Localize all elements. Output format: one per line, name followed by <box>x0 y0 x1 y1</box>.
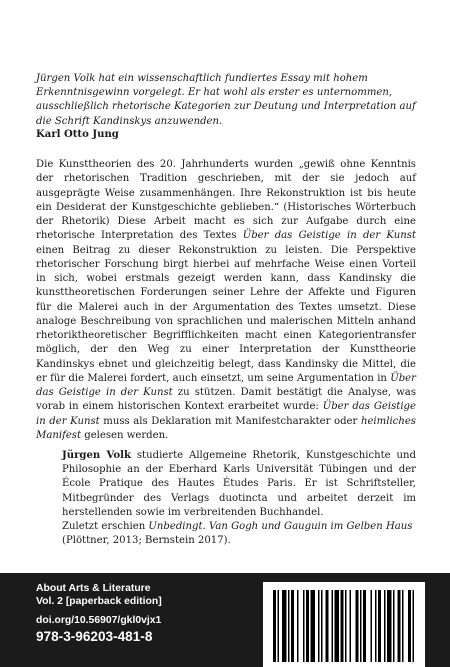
barcode-bar <box>398 590 401 662</box>
description-part-5: gelesen werden. <box>81 429 169 441</box>
barcode-bar <box>363 590 366 662</box>
barcode-graphic <box>263 582 425 667</box>
barcode-bar <box>402 590 404 662</box>
isbn-barcode <box>263 582 425 667</box>
description-part-2: einen Beitrag zu dieser Rekonstruktion zu leisten. Die Perspektive rhetorischer Forschung birgt hierbei auf mehrfache Weise einen Vorteil in sich, wobei erstmals gezeigt werden kann, dass Kandinsky die kunsttheoretischen Forderungen seiner Lehre der Affekte und Figuren für die Malerei auch in der Argumentation des Textes umsetzt. Diese analoge Beschreibung von sprachlichen und malerischen Mitteln anhand rhetoriktheoretischer Begrifflichkeiten macht einen Kategorientransfer möglich, der den Weg zu einer Interpretation der Kunsttheorie Kandinskys ebnet und gleichzeitig belegt, dass Kandinsky die Mittel, die er für die Malerei fordert, auch einsetzt, um seine Argumentation in <box>36 244 416 384</box>
barcode-bar <box>306 590 309 662</box>
barcode-bar <box>288 590 290 662</box>
barcode-bar <box>393 590 395 662</box>
recent-publication <box>62 520 416 548</box>
recent-title: Unbedingt. Van Gogh und Gauguin im Gelben Haus <box>148 521 413 533</box>
author-bio <box>62 449 416 548</box>
work-title: Über das Geistige in der Kunst <box>36 372 416 398</box>
barcode-bar <box>387 590 392 662</box>
author-bio-paragraph <box>62 449 416 520</box>
barcode-bar <box>303 590 305 662</box>
series-title: About Arts & Literature <box>36 583 151 594</box>
doi-link[interactable]: doi.org/10.56907/gkl0vjx1 <box>36 615 162 627</box>
barcode-bar <box>413 590 415 662</box>
barcode-bar <box>371 590 373 662</box>
blurb-quote-text: Jürgen Volk hat ein wissenschaftlich fundiertes Essay mit hohem Erkenntnisgewinn vorgelegt. Er hat wohl als erster es unternommen, ausschließlich rhetorische Kategorien zur Deutung und Interpretation auf die Schrift Kandinskys anzuwenden. <box>36 73 416 127</box>
footer-info <box>36 583 162 645</box>
author-name: Jürgen Volk <box>62 450 131 461</box>
description-paragraph <box>36 158 416 443</box>
manifest-term: heimliches Manifest <box>36 415 416 441</box>
work-title: Über das Geistige in der Kunst <box>242 230 416 242</box>
barcode-bar <box>297 590 299 662</box>
barcode-bar <box>341 590 344 662</box>
description-part-1: Die Kunsttheorien des 20. Jahrhunderts wurden „gewiß ohne Kenntnis der rhetorischen Tradition geschrieben, mit der sie jedoch auf ausgeprägte Weise zusammenhängen. Ihre Rekonstruktion ist bis heute ein Desiderat der Kunstgeschichte geblieben.“ (Historisches Wörterbuch der Rhetorik) Diese Arbeit macht es sich zur Aufgabe durch eine rhetorische Interpretation des Textes <box>36 159 416 242</box>
barcode-bar <box>360 590 362 662</box>
isbn-number: 978-3-96203-481-8 <box>36 628 153 644</box>
description-text <box>36 158 416 443</box>
barcode-bar <box>318 590 320 662</box>
barcode-bar <box>335 590 340 662</box>
description-part-3: zu stützen. Damit bestätigt die Analyse, was vorab in einem historischen Kontext erarbeitet wurde: <box>36 387 416 413</box>
barcode-bar <box>345 590 347 662</box>
barcode-bar <box>326 590 329 662</box>
recent-refs: (Plöttner, 2013; Bernstein 2017). <box>62 535 231 547</box>
series-volume: Vol. 2 [paperback edition] <box>36 595 162 607</box>
barcode-bar <box>311 590 316 662</box>
description-part-4: muss als Deklaration mit Manifestcharakter oder <box>99 415 361 427</box>
barcode-bar <box>332 590 334 662</box>
blurb-attribution: Karl Otto Jung <box>36 129 119 140</box>
barcode-bar <box>291 590 294 662</box>
barcode-bar <box>356 590 359 662</box>
barcode-bar <box>278 590 280 662</box>
blurb-quote <box>36 72 416 129</box>
barcode-bar <box>408 590 411 662</box>
barcode-bar <box>282 590 287 662</box>
barcode-bar <box>384 590 386 662</box>
barcode-bar <box>273 590 276 662</box>
barcode-bar <box>378 590 381 662</box>
barcode-bar <box>321 590 323 662</box>
barcode-bar <box>350 590 352 662</box>
recent-prefix: Zuletzt erschien <box>62 521 149 533</box>
barcode-bar <box>375 590 377 662</box>
author-bio-text: studierte Allgemeine Rhetorik, Kunstgeschichte und Philosophie an der Eberhard Karls Universität Tübingen und der École Pratique des Hautes Études Paris. Er ist Schriftsteller, Mitbegründer des Verlags duotincta und arbeitet derzeit im herstellenden sowie im verbreitenden Buchhandel. <box>62 450 417 518</box>
work-title: Über das Geistige in der Kunst <box>36 401 416 427</box>
